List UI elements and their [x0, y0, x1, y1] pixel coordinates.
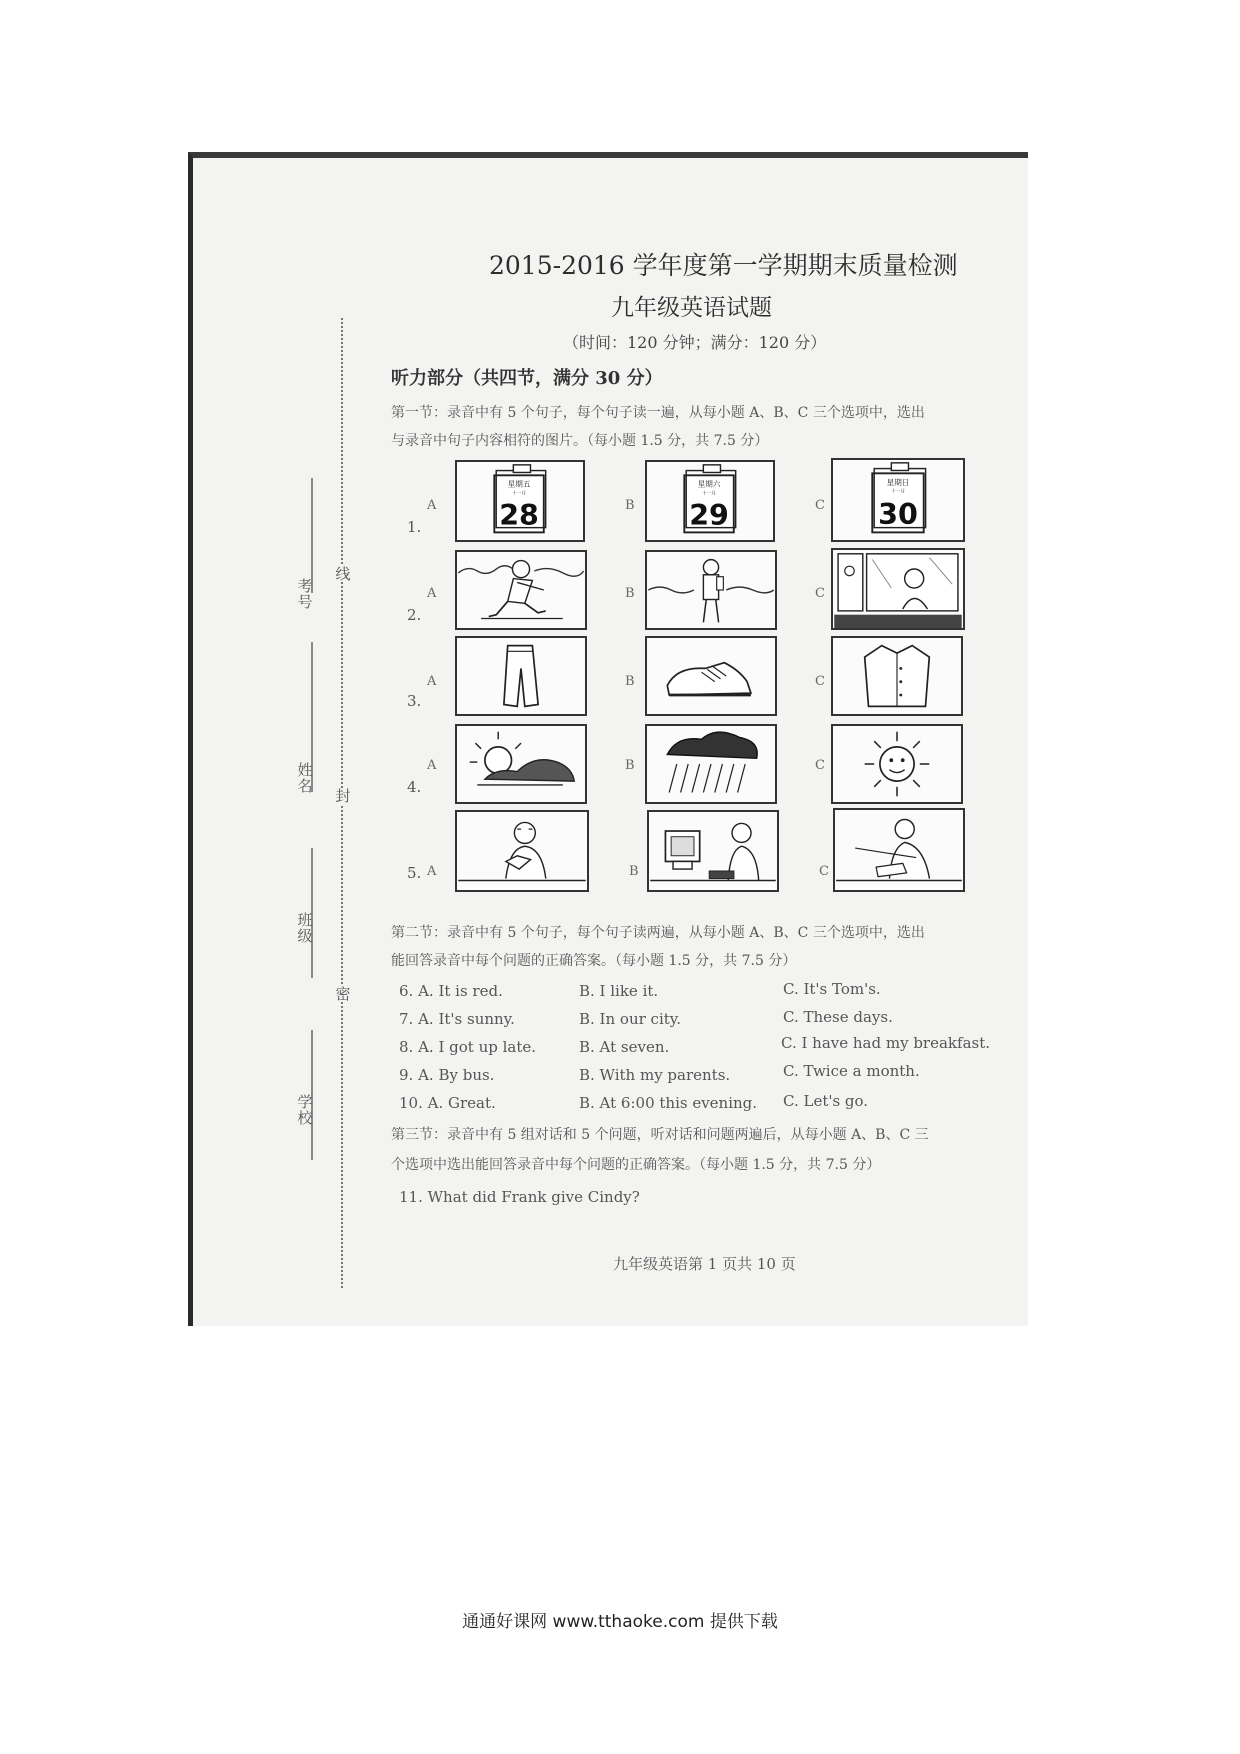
calendar-picture-a	[455, 460, 585, 542]
exam-no-line	[311, 478, 313, 593]
option-letter-c: C	[815, 498, 825, 513]
option-letter-a: A	[427, 758, 437, 773]
boy-skating-picture	[455, 550, 587, 630]
option-letter-a: A	[427, 864, 437, 879]
calendar-day-label: 星期六	[697, 479, 721, 489]
section3-instruction-2: 个选项中选出能回答录音中每个问题的正确答案。（每小题 1.5 分，共 7.5 分）	[391, 1157, 881, 1173]
calendar-month-label: 十一月	[701, 491, 717, 497]
answer-option: C. It's Tom's.	[783, 980, 881, 998]
option-letter-c: C	[815, 674, 825, 689]
seal-char-seal: 封	[331, 788, 355, 804]
calendar-date: 30	[878, 496, 918, 531]
exam-title: 2015-2016 学年度第一学期期末质量检测	[489, 251, 958, 280]
boy-writing-picture	[833, 808, 965, 892]
option-letter-b: B	[625, 758, 635, 773]
answer-option: B. In our city.	[579, 1010, 682, 1028]
calendar-date: 29	[689, 498, 729, 532]
question-11: 11. What did Frank give Cindy?	[399, 1188, 640, 1206]
answer-option: C. Let's go.	[783, 1092, 869, 1110]
answer-option: 7. A. It's sunny.	[399, 1010, 515, 1028]
option-letter-b: B	[625, 674, 635, 689]
answer-option: 9. A. By bus.	[399, 1066, 495, 1084]
sidebar-name: 姓名	[297, 761, 313, 795]
answer-option: C. Twice a month.	[783, 1062, 920, 1080]
answer-option: 10. A. Great.	[399, 1094, 496, 1112]
exam-time-info: （时间：120 分钟；满分：120 分）	[563, 333, 827, 352]
answer-option: B. At seven.	[579, 1038, 670, 1056]
answer-option: C. I have had my breakfast.	[781, 1034, 991, 1052]
answer-option: B. I like it.	[579, 982, 659, 1000]
option-letter-b: B	[625, 586, 635, 601]
boy-computer-picture	[647, 810, 779, 892]
download-credit: 通通好课网 www.tthaoke.com 提供下载	[462, 1612, 778, 1632]
section3-instruction-1: 第三节：录音中有 5 组对话和 5 个问题，听对话和问题两遍后，从每小题 A、B、C 三	[391, 1127, 929, 1143]
question-number-1: 1.	[407, 518, 422, 536]
option-letter-c: C	[815, 586, 825, 601]
sun-cloud-picture	[455, 724, 587, 804]
option-letter-b: B	[629, 864, 639, 879]
sidebar-school: 学校	[297, 1093, 313, 1127]
seal-char-line: 线	[331, 566, 355, 582]
question-number-4: 4.	[407, 778, 422, 796]
option-letter-c: C	[819, 864, 829, 879]
page-number-label: 九年级英语第 1 页共 10 页	[613, 1255, 796, 1273]
answer-option: B. With my parents.	[579, 1066, 731, 1084]
option-letter-c: C	[815, 758, 825, 773]
calendar-day-label: 星期日	[886, 477, 910, 487]
question-number-3: 3.	[407, 692, 422, 710]
seal-char-secret: 密	[331, 986, 355, 1002]
question-number-2: 2.	[407, 606, 422, 624]
trousers-picture	[455, 636, 587, 716]
calendar-picture-b	[645, 460, 775, 542]
rain-cloud-picture	[645, 724, 777, 804]
option-letter-b: B	[625, 498, 635, 513]
answer-option: 8. A. I got up late.	[399, 1038, 537, 1056]
sidebar-class: 班级	[297, 911, 313, 945]
calendar-date: 28	[499, 498, 539, 532]
section2-instruction-1: 第二节：录音中有 5 个句子，每个句子读两遍，从每小题 A、B、C 三个选项中，选出	[391, 925, 925, 941]
boy-walking-picture	[645, 550, 777, 630]
answer-option: B. At 6:00 this evening.	[579, 1094, 758, 1112]
answer-option: 6. A. It is red.	[399, 982, 503, 1000]
calendar-month-label: 十一月	[511, 491, 527, 497]
answer-option: C. These days.	[783, 1008, 893, 1026]
section1-instruction-2: 与录音中句子内容相符的图片。（每小题 1.5 分，共 7.5 分）	[391, 433, 769, 449]
listening-heading: 听力部分（共四节，满分 30 分）	[391, 368, 663, 389]
sidebar-exam-no: 考号	[297, 577, 313, 611]
option-letter-a: A	[427, 674, 437, 689]
question-number-5: 5.	[407, 864, 422, 882]
section2-instruction-2: 能回答录音中每个问题的正确答案。（每小题 1.5 分，共 7.5 分）	[391, 953, 797, 969]
calendar-day-label: 星期五	[507, 479, 531, 489]
section1-instruction-1: 第一节：录音中有 5 个句子，每个句子读一遍，从每小题 A、B、C 三个选项中，选出	[391, 405, 925, 421]
exam-page-scan	[188, 152, 1028, 1326]
option-letter-a: A	[427, 586, 437, 601]
option-letter-a: A	[427, 498, 437, 513]
sunny-picture	[831, 724, 963, 804]
calendar-picture-c	[831, 458, 965, 542]
calendar-month-label: 十一月	[890, 489, 906, 495]
boy-reading-picture	[455, 810, 589, 892]
sneakers-picture	[645, 636, 777, 716]
window-people-picture	[831, 548, 965, 630]
exam-subtitle: 九年级英语试题	[611, 295, 772, 321]
jacket-picture	[831, 636, 963, 716]
